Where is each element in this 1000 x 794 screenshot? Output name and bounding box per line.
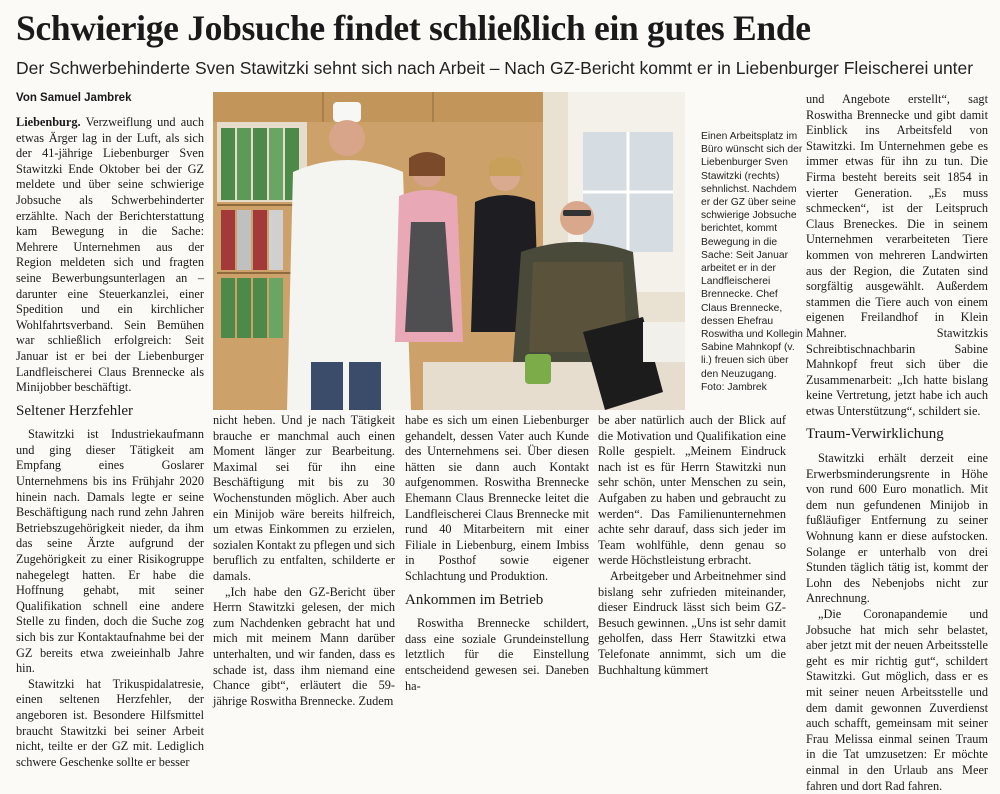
photo-office-scene: [213, 92, 685, 410]
article-column-5: [806, 92, 988, 794]
article-column-4: [598, 413, 786, 678]
article-photo: [213, 92, 685, 410]
dateline: Liebenburg.: [16, 115, 81, 129]
headline: Schwierige Jobsuche findet schließlich ein gutes Ende: [16, 8, 811, 48]
article-column-2: [213, 413, 395, 709]
paragraph: „Die Coronapandemie und Jobsuche hat mich sehr belastet, aber jetzt mit der neuen Arbeitsstelle geht es mir richtig gut“, schildert Stawitzki. Gut möglich, dass er es mit seiner neuen Arbeitsstelle und dem damit gewonnen Zuverdienst auch schafft, gemeinsam mit seiner Frau Melissa einmal seinen Traum in die Tat umzusetzen: Er möchte einmal in den Urlaub ans Meer fahren und dort Rad fahren.: [806, 607, 988, 793]
byline: Von Samuel Jambrek: [16, 92, 132, 104]
photo-caption: [701, 130, 804, 394]
subheading: Seltener Herzfehler: [16, 402, 134, 419]
paragraph: [16, 115, 204, 396]
paragraph: habe es sich um einen Liebenburger gehandelt, dessen Vater auch Kunde des Unternehmens sei. Über diesen hätten sie dann auch Kontakt aufgenommen. Roswitha Brennecke Ehemann Claus Brennecke leitet die Landfleischerei Claus Brennecke mit rund 40 Mitarbeitern mit einer Filiale in Liebenburg, einem Imbiss in Posthof sowie eigener Schlachtung und Produktion.: [405, 413, 589, 583]
paragraph: be aber natürlich auch der Blick auf die Motivation und Qualifikation eine Rolle gespielt. „Meinem Eindruck nach ist es für Herrn Stawitzki nun sehr schön, unter Menschen zu sein, Aufgaben zu haben und gebraucht zu werden“. Das Familienunternehmen achte sehr darauf, dass sich jeder im Team wohlfühle, denn genau so werde Höchstleistung erbracht.: [598, 413, 786, 568]
paragraph-text: Verzweiflung und auch etwas Ärger lag in der Luft, als sich der 41-jährige Liebenburger Sven Stawitzki Ende Oktober bei der GZ meldete und über seine schwierige Jobsuche als Schwerbehinderter erzählte. Nach der Berichterstattung kam Bewegung in die Sache: Mehrere Unternehmen aus der Region meldeten sich und fragten seine Bewerbungsunterlagen an – darunter eine Steuerkanzlei, einer Spedition und ein kirchlicher Wohlfahrtsverband. Sein Bemühen war schließlich erfolgreich: Seit Januar ist er bei der Liebenburger Landfleischerei Claus Brennecke als Minijobber beschäftigt.: [16, 115, 204, 395]
paragraph: nicht heben. Und je nach Tätigkeit brauche er manchmal auch einen Moment länger zur Bearbeitung. Maximal sei für ihn eine Beschäftigung mit bis zu 30 Wochenstunden möglich. Aber auch ein Minijob wäre bereits hilfreich, um etwas Einkommen zu erzielen, sozialen Kontakt zu pflegen und sich beruflich zu entfalten, schilderte er damals.: [213, 413, 396, 583]
subheading: Ankommen im Betrieb: [405, 591, 544, 608]
article-column-1: [16, 115, 204, 770]
caption-text: Einen Arbeitsplatz im Büro wünscht sich der Liebenburger Sven Stawitzki (rechts) sehnlichst. Nachdem er der GZ über seine schwierige Jobsuche berichtet, kommt Bewegung in die Sache: Seit Januar arbeitet er in der Landfleischerei Brennecke. Chef Claus Brennecke, dessen Ehefrau Roswitha und Kollegin Sabine Mahnkopf (v. li.) freuen sich über den Neuzugang.: [701, 131, 803, 380]
article-column-3: [405, 413, 589, 694]
subheadline: Der Schwerbehinderte Sven Stawitzki sehnt sich nach Arbeit – Nach GZ-Bericht kommt er in Liebenburger Fleischerei unter: [16, 58, 974, 78]
paragraph: Roswitha Brennecke schildert, dass eine soziale Grundeinstellung letztlich für die Einstellung entscheidend gewesen sei. Daneben ha-: [405, 616, 589, 693]
paragraph: Stawitzki hat Trikuspidalatresie, einen seltenen Herzfehler, der angeboren ist. Besondere Hilfsmittel braucht Stawitzki bei seiner Arbeit nicht, teilte er der GZ mit. Lediglich schwere Geschenke sollte er besser: [16, 676, 204, 769]
subheading: Traum-Verwirklichung: [806, 426, 944, 443]
paragraph: und Angebote erstellt“, sagt Roswitha Brennecke und gibt damit Einblick ins Arbeitsfeld von Stawitzki. Im Unternehmen gebe es immer etwas für ihn zu tun. Die Firma besteht bereits seit 1854 in vierter Generation. „Es muss schmecken“, ist der Leitspruch Claus Breneckes. Die in seinem Unternehmen verarbeiteten Tiere kommen von mehreren Landwirten aus der Region, die Zutaten sind sorgfältig ausgewählt. Außerdem stammen die Tiere auch von einem eigenen Freilandhof in Klein Mahner. Stawitzkis Schreibtischnachbarin Sabine Mahnkopf freut sich über die Zusammenarbeit: „Ich hatte bislang keine Vertretung, jetzt habe ich auch etwas Unterstützung“, schildert sie.: [806, 92, 988, 418]
photo-credit: Foto: Jambrek: [701, 381, 767, 393]
paragraph: Arbeitgeber und Arbeitnehmer sind bislang sehr zufrieden miteinander, dieser Eindruck lässt sich beim GZ-Besuch gewinnen. „Uns ist sehr damit geholfen, dass Herr Stawitzki etwa Telefonate annimmt, sich um die Buchhaltung kümmert: [598, 568, 786, 677]
paragraph: „Ich habe den GZ-Bericht über Herrn Stawitzki gelesen, der mich zum Nachdenken gebracht hat und mich mit meinem Mann darüber unterhalten, und wir fanden, dass es schade ist, dass ihm niemand eine Chance gibt“, erläutert die 59-jährige Roswitha Brennecke. Zudem: [213, 584, 395, 708]
paragraph: Stawitzki erhält derzeit eine Erwerbsminderungsrente in Höhe von rund 600 Euro monatlich. Mit dem nun gefundenen Minijob in fußläufiger Entfernung zu seiner Wohnung kann er diese aufstocken. Solange er unterhalb von drei Stunden täglich tätig ist, kommt der Lohn des Nebenjobs nicht zur Anrechnung.: [806, 451, 988, 606]
paragraph: Stawitzki ist Industriekaufmann und ging dieser Tätigkeit am Empfang eines Goslarer Unternehmens bis ins Frühjahr 2020 hinein nach. Damals legte er seine Beschäftigung nach rund zehn Jahren Betriebszugehörigkeit nieder, da ihm das seine Ärzte aufgrund der Zugehörigkeit zu einer Risikogruppe nahegelegt hatten. Er habe die Hoffnung gehabt, mit seiner Qualifikation schnell eine andere Stelle zu finden, doch die Suche zog sich bis zur Kontaktaufnahme bei der GZ bereits etwa zweieinhalb Jahre hin.: [16, 427, 204, 676]
